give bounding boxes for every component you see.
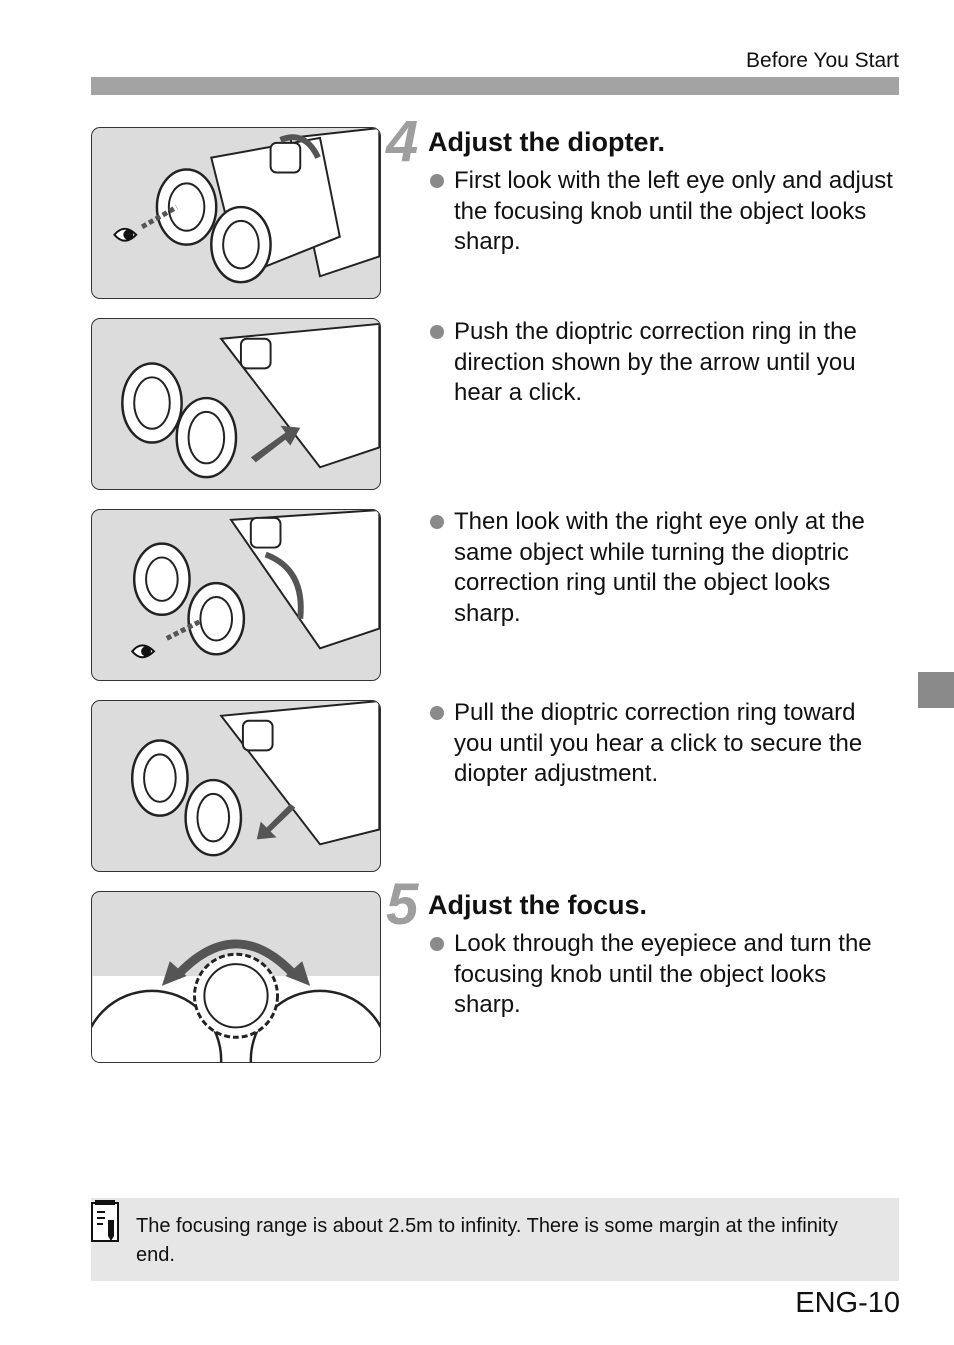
bullet-dot-icon [430, 515, 444, 529]
memo-pencil-icon [91, 1200, 123, 1242]
illustration-right-eye-ring [91, 509, 381, 681]
bullet-item: First look with the left eye only and adjust the focusing knob until the object looks sharp. [428, 166, 898, 258]
bullet-dot-icon [430, 937, 444, 951]
focus-knob-drawing [92, 892, 380, 1062]
step-title-focus: Adjust the focus. [428, 890, 648, 920]
step-number-4: 4 [386, 109, 419, 174]
bullet-dot-icon [430, 174, 444, 188]
binocular-drawing-4 [92, 701, 380, 871]
illustration-left-eye-focus [91, 127, 381, 299]
bullet-item: Pull the dioptric correction ring toward you until you hear a click to secure the diopter adjustment. [428, 698, 898, 790]
step-title-diopter: Adjust the diopter. [428, 127, 666, 157]
header-bar [91, 77, 899, 95]
note-box [91, 1198, 899, 1281]
illustration-focus-knob [91, 891, 381, 1063]
bullet-item: Look through the eyepiece and turn the focusing knob until the object looks sharp. [428, 929, 898, 1021]
page-number: ENG-10 [795, 1287, 900, 1319]
note-text: The focusing range is about 2.5m to infinity. There is some margin at the infinity end. [136, 1215, 838, 1266]
bullet-item: Push the dioptric correction ring in the direction shown by the arrow until you hear a click. [428, 317, 898, 409]
binocular-drawing-3 [92, 510, 380, 680]
bullet-item: Then look with the right eye only at the same object while turning the dioptric correction ring until the object looks sharp. [428, 507, 898, 629]
section-label: Before You Start [746, 49, 899, 72]
binocular-drawing-1 [92, 128, 380, 298]
bullet-dot-icon [430, 706, 444, 720]
illustration-pull-ring [91, 700, 381, 872]
step-number-5: 5 [386, 872, 419, 937]
chapter-tab-marker [918, 672, 954, 708]
illustration-push-ring [91, 318, 381, 490]
bullet-dot-icon [430, 325, 444, 339]
binocular-drawing-2 [92, 319, 380, 489]
